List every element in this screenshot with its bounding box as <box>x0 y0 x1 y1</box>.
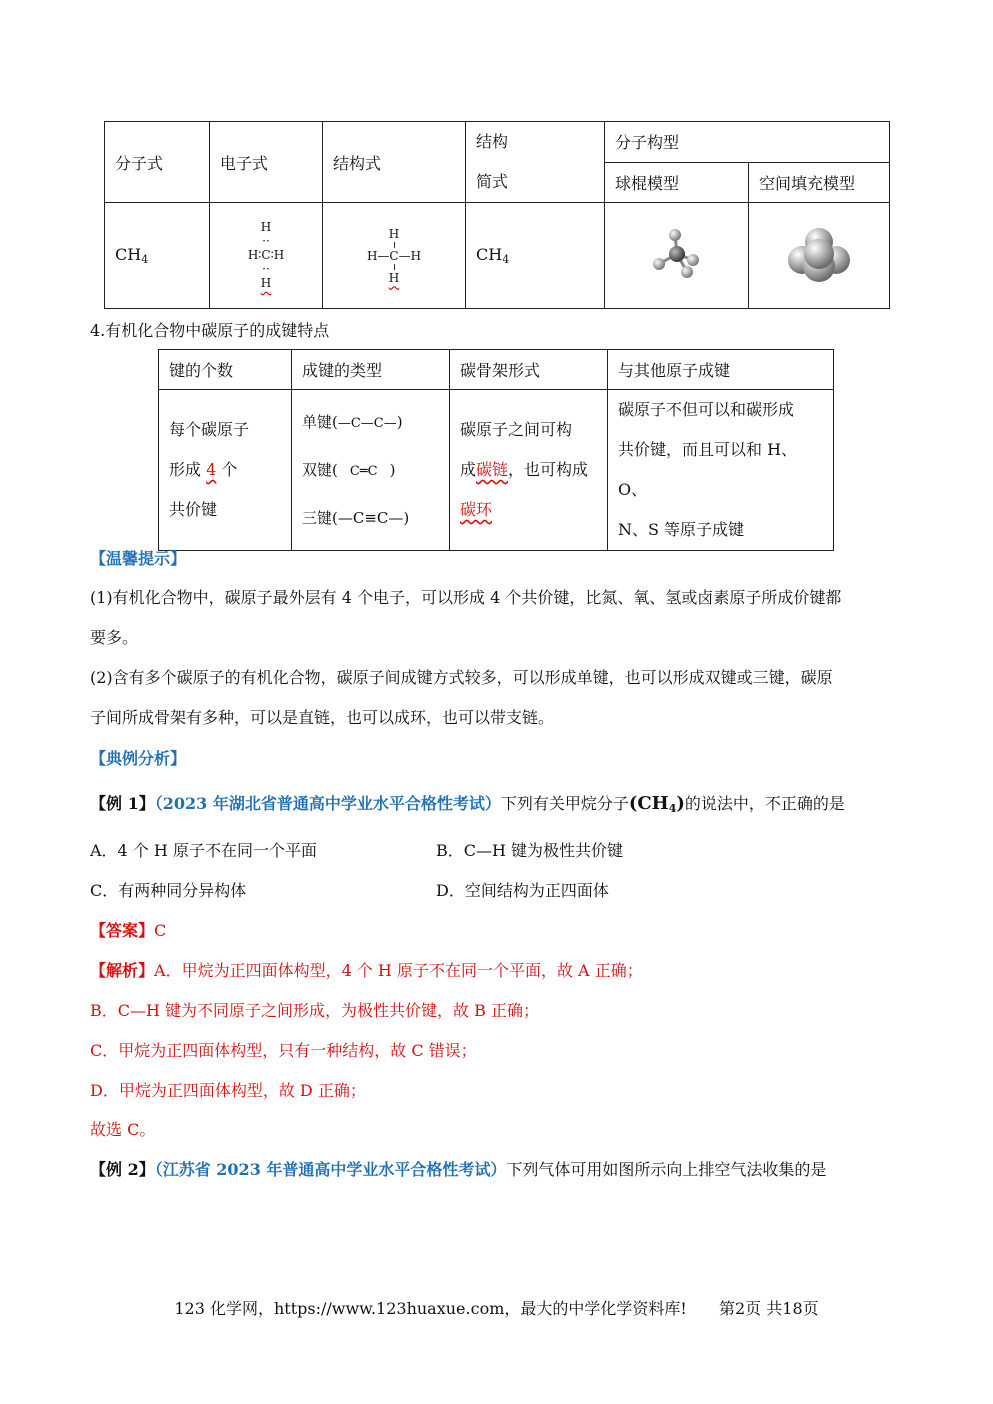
cell-skeleton: 碳原子之间可构 成碳链，也可构成 碳环 <box>450 390 608 551</box>
tips-p1-line2: 要多。 <box>90 628 139 647</box>
example-1-question: 【例 1】（2023 年湖北省普通高中学业水平合格性考试）下列有关甲烷分子$(CH_4)$的说法中，不正确的是 <box>90 793 845 815</box>
bonding-table <box>158 349 834 551</box>
ball-stick-model-image <box>647 224 707 284</box>
explanation-line-3: C．甲烷为正四面体构型，只有一种结构，故 C 错误； <box>90 1041 477 1060</box>
analysis-heading: 【典例分析】 <box>90 749 187 768</box>
cell-bond-count: 每个碳原子 形成 4 个 共价键 <box>159 390 292 551</box>
example-2-question: 【例 2】（江苏省 2023 年普通高中学业水平合格性考试）下列气体可用如图所示向上排空气法收集的是 <box>90 1160 827 1179</box>
header-electron: 电子式 <box>210 122 323 203</box>
tips-p2-line1: (2)含有多个碳原子的有机化合物，碳原子间成键方式较多，可以形成单键，也可以形成双键或三键，碳原 <box>90 668 833 687</box>
explanation-line-2: B．C—H 键为不同原子之间形成，为极性共价键，故 B 正确； <box>90 1001 539 1020</box>
cell-ball-stick-model <box>605 203 749 309</box>
space-fill-model-image <box>784 222 854 286</box>
header-formula: 分子式 <box>105 122 210 203</box>
cell-space-fill-model <box>749 203 890 309</box>
header-other-atoms: 与其他原子成键 <box>608 350 834 390</box>
cell-other-atoms: 碳原子不但可以和碳形成 共价键，而且可以和 H、O、 N、S 等原子成键 <box>608 390 834 551</box>
header-simplified: 结构 简式 <box>466 122 605 203</box>
option-a: A．4 个 H 原子不在同一个平面 <box>90 841 317 860</box>
option-b: B．C—H 键为极性共价键 <box>436 841 624 860</box>
tips-heading: 【温馨提示】 <box>90 549 187 568</box>
tips-p1-line1: (1)有机化合物中，碳原子最外层有 4 个电子，可以形成 4 个共价键，比氮、氧、氢或卤素原子所成价键都 <box>90 588 842 607</box>
single-bond: 单键(—C—C—) <box>302 413 403 431</box>
header-configuration: 分子构型 <box>605 122 890 163</box>
explanation-line-5: 故选 C。 <box>90 1120 156 1139</box>
section-4-title: 4.有机化合物中碳原子的成键特点 <box>90 321 330 340</box>
triple-bond: 三键(—C≡C—) <box>302 509 410 527</box>
header-ball-stick: 球棍模型 <box>605 162 749 203</box>
cell-bond-types <box>292 390 450 551</box>
header-bond-count: 键的个数 <box>159 350 292 390</box>
option-c: C．有两种同分异构体 <box>90 881 247 900</box>
explanation-line-1: 【解析】A．甲烷为正四面体构型，4 个 H 原子不在同一个平面，故 A 正确； <box>90 961 643 980</box>
cell-structural-formula: H H—C—H H <box>323 203 466 309</box>
cell-simplified: $CH_4$ <box>466 203 605 309</box>
cell-electron-formula: H ·· H∶C∶H ·· H <box>210 203 323 309</box>
option-d: D．空间结构为正四面体 <box>436 881 609 900</box>
tips-p2-line2: 子间所成骨架有多种，可以是直链，也可以成环，也可以带支链。 <box>90 708 555 727</box>
header-bond-type: 成键的类型 <box>292 350 450 390</box>
header-space-fill: 空间填充模型 <box>749 162 890 203</box>
methane-table <box>104 121 890 309</box>
footer-site: 123 化学网，https://www.123huaxue.com，最大的中学化学资料库! <box>174 1299 687 1318</box>
answer: 【答案】C <box>90 921 167 940</box>
header-skeleton: 碳骨架形式 <box>450 350 608 390</box>
explanation-line-4: D．甲烷为正四面体构型，故 D 正确； <box>90 1081 366 1100</box>
cell-formula: $CH_4$ <box>105 203 210 309</box>
header-structural: 结构式 <box>323 122 466 203</box>
footer-page-number: 第2页 共18页 <box>719 1299 819 1318</box>
double-bond: 双键( C═C ) <box>302 461 396 479</box>
page-footer <box>0 1296 993 1319</box>
